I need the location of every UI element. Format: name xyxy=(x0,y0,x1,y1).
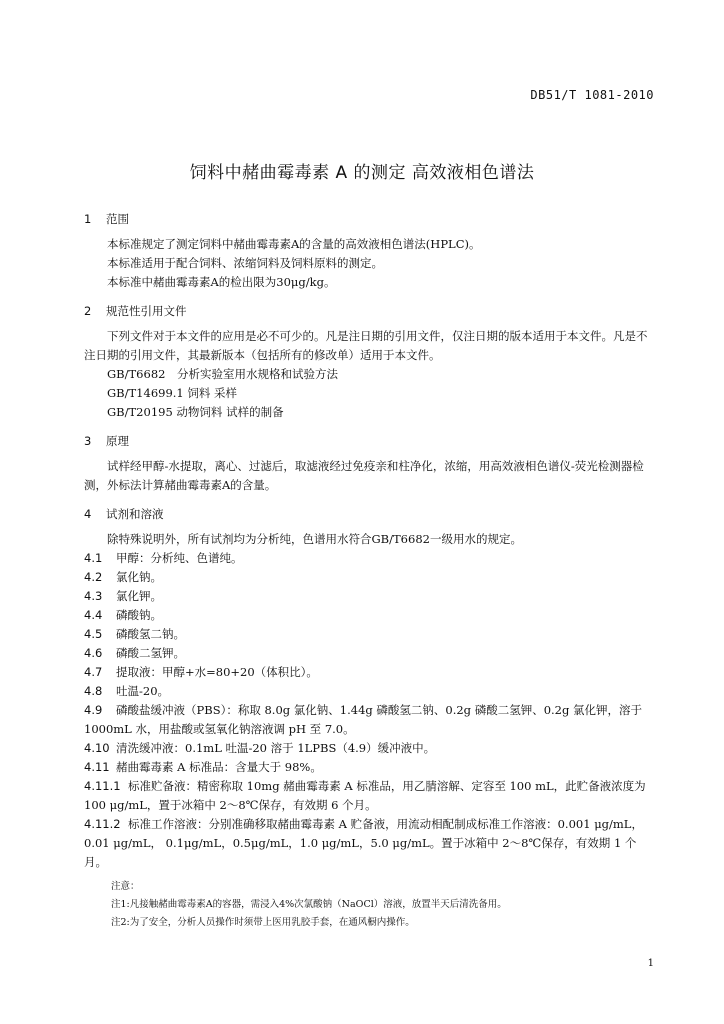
notes-block xyxy=(84,878,656,932)
section-heading-normative xyxy=(84,302,656,321)
item-text: 标准工作溶液：分别准确移取赭曲霉毒素 A 贮备液，用流动相配制成标准工作溶液：0.001 μg/mL，0.01 μg/mL， 0.1μg/mL，0.5μg/mL，1.0 μg/mL，5.0 μg/mL。置于冰箱中 2～8℃保存，有效期 1 个月。 xyxy=(84,817,643,869)
item-number: 4.2 xyxy=(84,570,103,584)
reference-item: GB/T20195 动物饲料 试样的制备 xyxy=(107,405,284,419)
section-title: 范围 xyxy=(106,212,129,226)
reagent-item xyxy=(84,663,656,682)
notes-label: 注意： xyxy=(111,881,140,892)
item-number: 4.4 xyxy=(84,608,103,622)
item-text: 提取液：甲醇+水=80+20（体积比）。 xyxy=(116,665,318,679)
normative-intro: 下列文件对于本文件的应用是必不可少的。凡是注日期的引用文件，仅注日期的版本适用于本文件。凡是不注日期的引用文件，其最新版本（包括所有的修改单）适用于本文件。 xyxy=(84,329,648,362)
item-number: 4.11 xyxy=(84,760,110,774)
item-text: 氯化钾。 xyxy=(116,589,162,603)
section-number: 4 xyxy=(84,507,92,521)
item-text: 标准贮备液：精密称取 10mg 赭曲霉毒素 A 标准品，用乙腈溶解、定容至 100 mL，此贮备液浓度为 100 μg/mL，置于冰箱中 2～8℃保存，有效期 6 个月。 xyxy=(84,779,646,812)
reagent-item xyxy=(84,606,656,625)
note-item: 注1:凡接触赭曲霉毒素A的容器，需浸入4%次氯酸钠（NaOCl）溶液，放置半天后清洗备用。 xyxy=(111,899,507,910)
page-number: 1 xyxy=(647,958,654,969)
standard-code: DB51/T 1081-2010 xyxy=(530,88,654,102)
item-number: 4.11.2 xyxy=(84,817,121,831)
item-text: 赭曲霉毒素 A 标准品：含量大于 98%。 xyxy=(116,760,322,774)
scope-paragraph: 本标准适用于配合饲料、浓缩饲料及饲料原料的测定。 xyxy=(107,256,383,270)
reagent-item xyxy=(84,777,656,815)
reagent-item xyxy=(84,682,656,701)
item-number: 4.9 xyxy=(84,703,103,717)
item-text: 清洗缓冲液：0.1mL 吐温-20 溶于 1LPBS（4.9）缓冲液中。 xyxy=(116,741,436,755)
item-text: 磷酸盐缓冲液（PBS）：称取 8.0g 氯化钠、1.44g 磷酸氢二钠、0.2g 磷酸二氢钾、0.2g 氯化钾，溶于 1000mL 水，用盐酸或氢氧化钠溶液调 pH 至 7.0。 xyxy=(84,703,643,736)
item-number: 4.11.1 xyxy=(84,779,121,793)
reference-item: GB/T14699.1 饲料 采样 xyxy=(107,386,238,400)
item-text: 磷酸二氢钾。 xyxy=(116,646,185,660)
section-heading-scope xyxy=(84,210,656,229)
item-number: 4.1 xyxy=(84,551,103,565)
reagent-item xyxy=(84,644,656,663)
section-heading-reagents xyxy=(84,505,656,524)
reagent-item xyxy=(84,739,656,758)
item-number: 4.3 xyxy=(84,589,103,603)
section-title: 试剂和溶液 xyxy=(106,507,164,521)
reagent-item xyxy=(84,587,656,606)
section-title: 规范性引用文件 xyxy=(106,304,187,318)
reagent-item xyxy=(84,701,656,739)
item-number: 4.5 xyxy=(84,627,103,641)
document-body xyxy=(84,210,656,932)
scope-paragraph: 本标准规定了测定饲料中赭曲霉毒素A的含量的高效液相色谱法(HPLC)。 xyxy=(107,237,481,251)
note-item: 注2:为了安全，分析人员操作时须带上医用乳胶手套，在通风橱内操作。 xyxy=(111,917,415,928)
item-number: 4.10 xyxy=(84,741,110,755)
reagents-intro: 除特殊说明外，所有试剂均为分析纯，色谱用水符合GB/T6682一级用水的规定。 xyxy=(107,532,522,546)
scope-paragraph: 本标准中赭曲霉毒素A的检出限为30μg/kg。 xyxy=(107,275,336,289)
item-text: 氯化钠。 xyxy=(116,570,162,584)
section-number: 1 xyxy=(84,212,92,226)
document-title: 饲料中赭曲霉毒素 A 的测定 高效液相色谱法 xyxy=(189,163,535,183)
item-text: 磷酸钠。 xyxy=(116,608,162,622)
reagent-item xyxy=(84,568,656,587)
section-number: 3 xyxy=(84,434,92,448)
item-number: 4.6 xyxy=(84,646,103,660)
item-number: 4.8 xyxy=(84,684,103,698)
item-number: 4.7 xyxy=(84,665,103,679)
reagent-item xyxy=(84,549,656,568)
reference-item: GB/T6682 分析实验室用水规格和试验方法 xyxy=(107,367,338,381)
item-text: 吐温-20。 xyxy=(116,684,170,698)
item-text: 磷酸氢二钠。 xyxy=(116,627,185,641)
section-number: 2 xyxy=(84,304,92,318)
reagent-item xyxy=(84,758,656,777)
reagent-item xyxy=(84,625,656,644)
item-text: 甲醇：分析纯、色谱纯。 xyxy=(116,551,243,565)
reagent-item xyxy=(84,815,656,872)
principle-text: 试样经甲醇-水提取，离心、过滤后，取滤液经过免疫亲和柱净化，浓缩，用高效液相色谱仪-荧光检测器检测，外标法计算赭曲霉毒素A的含量。 xyxy=(84,459,644,492)
section-title: 原理 xyxy=(106,434,129,448)
section-heading-principle xyxy=(84,432,656,451)
